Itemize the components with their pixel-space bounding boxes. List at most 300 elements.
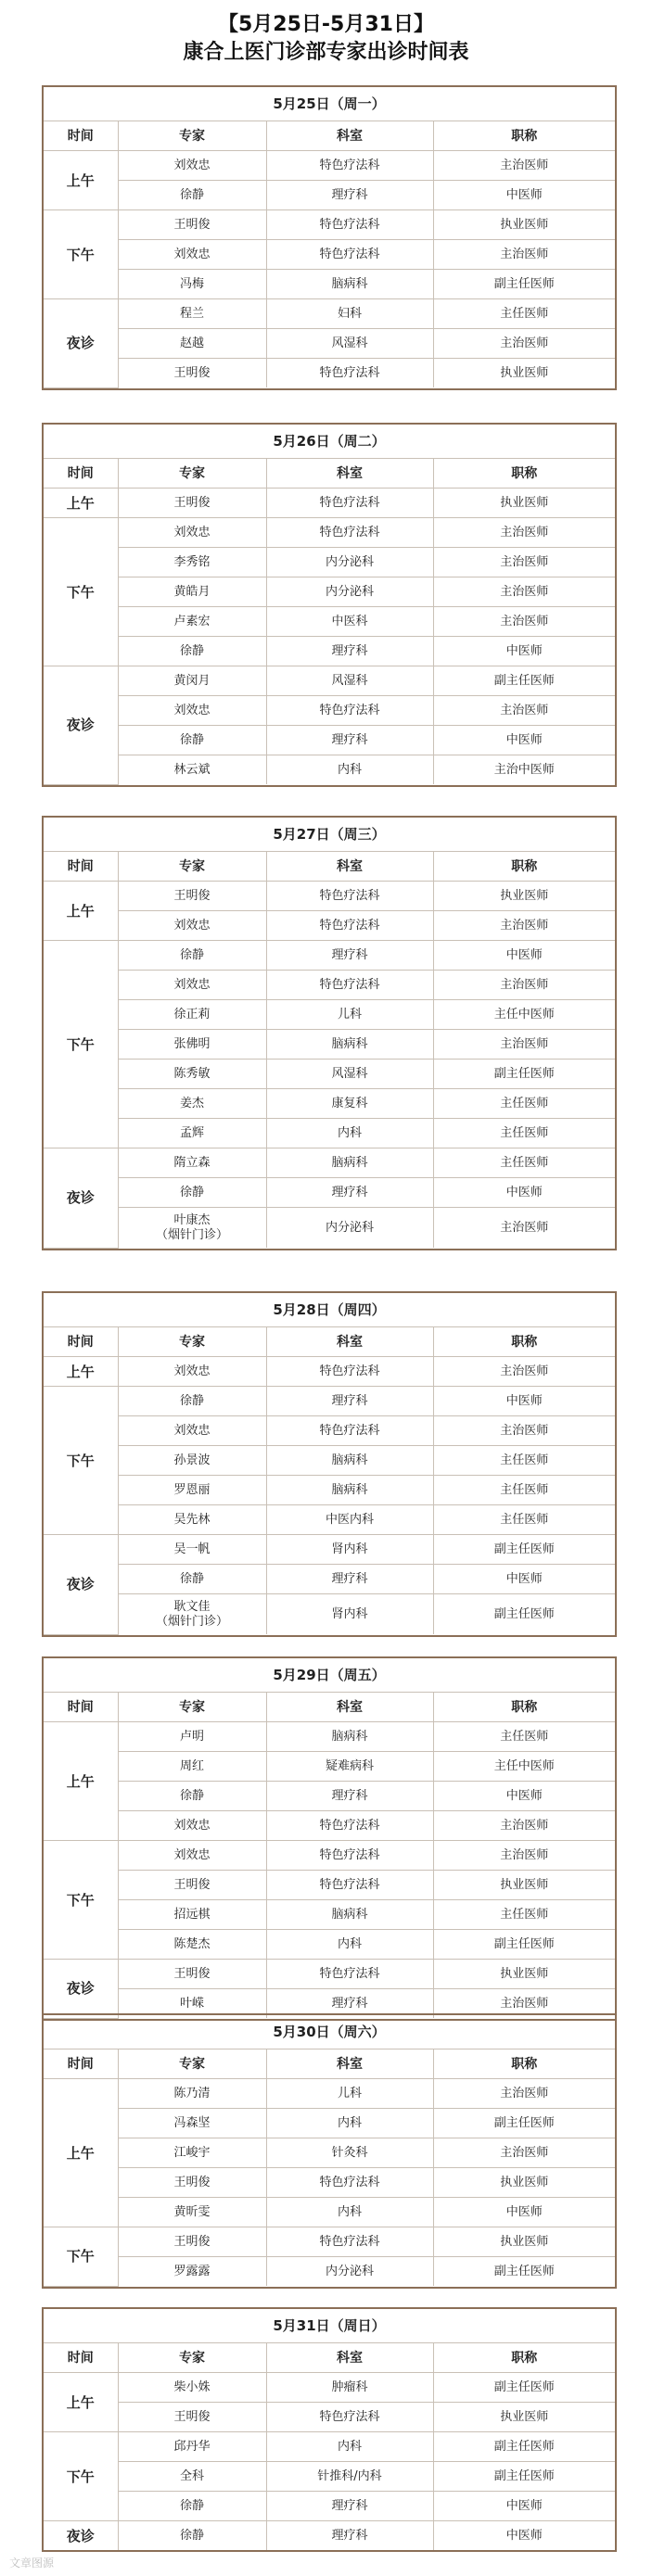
department-cell: 肿瘤科	[266, 2373, 433, 2403]
period-label: 上午	[44, 882, 118, 941]
rank-cell: 主任医师	[433, 299, 615, 329]
expert-cell	[118, 1476, 266, 1505]
day-title: 5月29日（周五）	[44, 1658, 615, 1693]
expert-name: 姜杰	[179, 1096, 204, 1110]
expert-cell	[118, 2521, 266, 2551]
schedule-table	[44, 2309, 615, 2550]
department-cell: 内科	[266, 2198, 433, 2227]
rank-cell: 主治医师	[433, 1841, 615, 1871]
expert-cell	[118, 1594, 266, 1635]
header-time: 时间	[44, 1693, 118, 1722]
expert-cell	[118, 1357, 266, 1387]
rank-cell: 主治医师	[433, 548, 615, 577]
expert-cell	[118, 1089, 266, 1119]
rank-cell: 主治医师	[433, 329, 615, 359]
header-time: 时间	[44, 2049, 118, 2079]
department-cell: 理疗科	[266, 1387, 433, 1416]
expert-cell	[118, 548, 266, 577]
table-row	[44, 1841, 615, 1871]
department-cell: 内科	[266, 755, 433, 785]
expert-name: 刘效忠	[173, 1423, 211, 1438]
expert-name: 刘效忠	[173, 525, 211, 539]
rank-cell: 执业医师	[433, 2168, 615, 2198]
expert-cell	[118, 1416, 266, 1446]
table-row	[44, 1782, 615, 1811]
department-cell: 特色疗法科	[266, 210, 433, 240]
period-label: 夜诊	[44, 2521, 118, 2551]
department-cell: 内分泌科	[266, 577, 433, 607]
expert-cell	[118, 1960, 266, 1989]
day-schedule	[42, 816, 617, 1250]
department-cell: 特色疗法科	[266, 1841, 433, 1871]
rank-cell: 主任中医师	[433, 1752, 615, 1782]
table-row	[44, 1387, 615, 1416]
header-time: 时间	[44, 2343, 118, 2373]
expert-name: 林云斌	[173, 762, 211, 777]
day-title: 5月30日（周六）	[44, 2015, 615, 2049]
department-cell: 特色疗法科	[266, 1357, 433, 1387]
expert-cell	[118, 1208, 266, 1249]
expert-cell	[118, 1446, 266, 1476]
rank-cell: 主治医师	[433, 696, 615, 726]
rank-cell: 中医师	[433, 1387, 615, 1416]
expert-name: 卢素宏	[173, 614, 211, 628]
table-row	[44, 2168, 615, 2198]
department-cell: 理疗科	[266, 1565, 433, 1594]
expert-note: （烟针门诊）	[155, 1227, 228, 1242]
expert-name: 罗露露	[173, 2264, 211, 2278]
rank-cell: 主任医师	[433, 1722, 615, 1752]
department-cell: 特色疗法科	[266, 1416, 433, 1446]
period-label: 夜诊	[44, 666, 118, 785]
expert-cell	[118, 270, 266, 299]
table-row	[44, 607, 615, 637]
rank-cell: 中医师	[433, 1565, 615, 1594]
page-title-date-range: 【5月25日-5月31日】	[218, 13, 434, 36]
day-schedule	[42, 85, 617, 390]
schedule-table	[44, 425, 615, 785]
header-rank: 职称	[433, 1327, 615, 1357]
table-row	[44, 696, 615, 726]
expert-name: 罗恩丽	[173, 1482, 211, 1497]
period-label: 下午	[44, 210, 118, 299]
expert-name: 徐静	[179, 187, 204, 202]
rank-cell: 副主任医师	[433, 2373, 615, 2403]
table-row	[44, 1416, 615, 1446]
expert-name: 王明俊	[173, 2234, 211, 2249]
department-cell: 理疗科	[266, 941, 433, 971]
expert-note: （烟针门诊）	[155, 1614, 228, 1629]
expert-name: 吴先林	[173, 1512, 211, 1527]
department-cell: 理疗科	[266, 1782, 433, 1811]
department-cell: 特色疗法科	[266, 518, 433, 548]
rank-cell: 主任医师	[433, 1476, 615, 1505]
expert-cell	[118, 240, 266, 270]
table-row	[44, 489, 615, 518]
rank-cell: 中医师	[433, 181, 615, 210]
department-cell: 肾内科	[266, 1594, 433, 1635]
day-schedule	[42, 423, 617, 787]
department-cell: 特色疗法科	[266, 1811, 433, 1841]
rank-cell: 副主任医师	[433, 1535, 615, 1565]
rank-cell: 主治医师	[433, 1989, 615, 2019]
table-row	[44, 1900, 615, 1930]
table-row	[44, 518, 615, 548]
period-label: 夜诊	[44, 1148, 118, 1249]
expert-cell	[118, 1565, 266, 1594]
rank-cell: 副主任医师	[433, 270, 615, 299]
expert-name: 冯森坚	[173, 2115, 211, 2130]
table-row	[44, 2373, 615, 2403]
rank-cell: 副主任医师	[433, 2257, 615, 2287]
header-expert: 专家	[118, 1327, 266, 1357]
day-title: 5月25日（周一）	[44, 87, 615, 121]
department-cell: 中医科	[266, 607, 433, 637]
expert-name: 王明俊	[173, 495, 211, 510]
table-row	[44, 882, 615, 911]
department-cell: 理疗科	[266, 181, 433, 210]
rank-cell: 主治医师	[433, 1208, 615, 1249]
rank-cell: 主治医师	[433, 911, 615, 941]
page-header	[0, 0, 652, 67]
expert-cell	[118, 2257, 266, 2287]
header-time: 时间	[44, 1327, 118, 1357]
department-cell: 疑难病科	[266, 1752, 433, 1782]
table-row	[44, 1871, 615, 1900]
table-row	[44, 2462, 615, 2492]
department-cell: 理疗科	[266, 637, 433, 666]
expert-cell	[118, 1900, 266, 1930]
table-row	[44, 1722, 615, 1752]
header-expert: 专家	[118, 121, 266, 151]
department-cell: 理疗科	[266, 1178, 433, 1208]
department-cell: 内科	[266, 1119, 433, 1148]
table-row	[44, 1357, 615, 1387]
table-row	[44, 941, 615, 971]
department-cell: 康复科	[266, 1089, 433, 1119]
department-cell: 风湿科	[266, 1060, 433, 1089]
expert-cell	[118, 1841, 266, 1871]
table-row	[44, 151, 615, 181]
rank-cell: 主治医师	[433, 2079, 615, 2109]
table-row	[44, 1752, 615, 1782]
department-cell: 肾内科	[266, 1535, 433, 1565]
period-label: 上午	[44, 2373, 118, 2432]
table-row	[44, 1960, 615, 1989]
period-label: 下午	[44, 2432, 118, 2521]
header-department: 科室	[266, 121, 433, 151]
expert-name: 邱丹华	[173, 2439, 211, 2454]
department-cell: 内分泌科	[266, 1208, 433, 1249]
department-cell: 特色疗法科	[266, 1871, 433, 1900]
expert-cell	[118, 2079, 266, 2109]
table-row	[44, 1060, 615, 1089]
expert-cell	[118, 1387, 266, 1416]
rank-cell: 主治医师	[433, 971, 615, 1000]
department-cell: 风湿科	[266, 666, 433, 696]
table-row	[44, 1811, 615, 1841]
expert-cell	[118, 181, 266, 210]
department-cell: 妇科	[266, 299, 433, 329]
expert-name: 冯梅	[179, 276, 204, 291]
expert-name: 刘效忠	[173, 703, 211, 717]
expert-cell	[118, 2227, 266, 2257]
rank-cell: 执业医师	[433, 489, 615, 518]
table-row	[44, 1119, 615, 1148]
department-cell: 特色疗法科	[266, 882, 433, 911]
period-label: 上午	[44, 1357, 118, 1387]
department-cell: 理疗科	[266, 726, 433, 755]
expert-name: 刘效忠	[173, 1818, 211, 1833]
rank-cell: 中医师	[433, 1782, 615, 1811]
expert-name: 卢明	[179, 1729, 204, 1744]
table-row	[44, 1930, 615, 1960]
watermark: 文章图源	[9, 2557, 55, 2570]
expert-name: 周红	[179, 1758, 204, 1773]
table-row	[44, 181, 615, 210]
expert-cell	[118, 755, 266, 785]
period-label: 上午	[44, 1722, 118, 1841]
department-cell: 脑病科	[266, 270, 433, 299]
expert-cell	[118, 607, 266, 637]
expert-cell	[118, 1060, 266, 1089]
department-cell: 理疗科	[266, 2492, 433, 2521]
rank-cell: 中医师	[433, 941, 615, 971]
table-row	[44, 1178, 615, 1208]
expert-cell	[118, 577, 266, 607]
table-row	[44, 911, 615, 941]
expert-name: 陈楚杰	[173, 1936, 211, 1951]
department-cell: 理疗科	[266, 1989, 433, 2019]
day-title: 5月26日（周二）	[44, 425, 615, 459]
page-title: 康合上医门诊部专家出诊时间表	[183, 41, 469, 64]
rank-cell: 副主任医师	[433, 1594, 615, 1635]
rank-cell: 主任中医师	[433, 1000, 615, 1030]
schedule-table	[44, 1293, 615, 1635]
header-rank: 职称	[433, 459, 615, 489]
table-row	[44, 359, 615, 388]
period-label: 下午	[44, 941, 118, 1148]
rank-cell: 主任医师	[433, 1089, 615, 1119]
schedule-table	[44, 87, 615, 388]
rank-cell: 中医师	[433, 1178, 615, 1208]
department-cell: 特色疗法科	[266, 1960, 433, 1989]
period-label: 下午	[44, 2227, 118, 2287]
day-title: 5月31日（周日）	[44, 2309, 615, 2343]
expert-name: 徐静	[179, 1393, 204, 1408]
table-row	[44, 1089, 615, 1119]
expert-cell	[118, 696, 266, 726]
header-rank: 职称	[433, 121, 615, 151]
period-label: 夜诊	[44, 299, 118, 388]
expert-cell	[118, 2109, 266, 2138]
expert-name: 王明俊	[173, 1877, 211, 1892]
rank-cell: 中医师	[433, 2521, 615, 2551]
header-expert: 专家	[118, 852, 266, 882]
table-row	[44, 299, 615, 329]
expert-name: 徐静	[179, 1788, 204, 1803]
department-cell: 内科	[266, 2432, 433, 2462]
table-row	[44, 548, 615, 577]
rank-cell: 主治医师	[433, 1357, 615, 1387]
department-cell: 脑病科	[266, 1148, 433, 1178]
expert-name: 徐静	[179, 1185, 204, 1199]
table-row	[44, 2432, 615, 2462]
period-label: 下午	[44, 1841, 118, 1960]
department-cell: 理疗科	[266, 2521, 433, 2551]
day-schedule	[42, 2013, 617, 2289]
expert-cell	[118, 2373, 266, 2403]
department-cell: 特色疗法科	[266, 489, 433, 518]
table-row	[44, 240, 615, 270]
expert-cell	[118, 489, 266, 518]
table-row	[44, 726, 615, 755]
day-schedule	[42, 1656, 617, 2021]
expert-name: 陈乃清	[173, 2086, 211, 2100]
header-department: 科室	[266, 1693, 433, 1722]
header-expert: 专家	[118, 2343, 266, 2373]
rank-cell: 主治医师	[433, 518, 615, 548]
expert-name: 招远棋	[173, 1907, 211, 1922]
expert-cell	[118, 1148, 266, 1178]
period-label: 上午	[44, 489, 118, 518]
rank-cell: 主治医师	[433, 1416, 615, 1446]
table-row	[44, 971, 615, 1000]
rank-cell: 执业医师	[433, 1960, 615, 1989]
department-cell: 脑病科	[266, 1446, 433, 1476]
expert-name: 王明俊	[173, 888, 211, 903]
expert-name: 黄闵月	[173, 673, 211, 688]
rank-cell: 副主任医师	[433, 2462, 615, 2492]
rank-cell: 执业医师	[433, 210, 615, 240]
table-row	[44, 2138, 615, 2168]
expert-name: 刘效忠	[173, 977, 211, 992]
expert-cell	[118, 359, 266, 388]
expert-cell	[118, 210, 266, 240]
table-row	[44, 1000, 615, 1030]
header-department: 科室	[266, 459, 433, 489]
department-cell: 特色疗法科	[266, 151, 433, 181]
table-row	[44, 1148, 615, 1178]
expert-name: 王明俊	[173, 217, 211, 232]
expert-cell	[118, 2492, 266, 2521]
department-cell: 针灸科	[266, 2138, 433, 2168]
expert-name: 张佛明	[173, 1036, 211, 1051]
day-title: 5月28日（周四）	[44, 1293, 615, 1327]
rank-cell: 副主任医师	[433, 1060, 615, 1089]
expert-name: 王明俊	[173, 365, 211, 380]
department-cell: 儿科	[266, 1000, 433, 1030]
header-rank: 职称	[433, 852, 615, 882]
expert-cell	[118, 882, 266, 911]
expert-name: 王明俊	[173, 2409, 211, 2424]
expert-cell	[118, 2138, 266, 2168]
table-row	[44, 2227, 615, 2257]
expert-cell	[118, 1000, 266, 1030]
expert-cell	[118, 2198, 266, 2227]
department-cell: 特色疗法科	[266, 971, 433, 1000]
table-row	[44, 2109, 615, 2138]
header-time: 时间	[44, 852, 118, 882]
expert-cell	[118, 299, 266, 329]
department-cell: 脑病科	[266, 1030, 433, 1060]
period-label: 上午	[44, 2079, 118, 2227]
expert-cell	[118, 726, 266, 755]
expert-name: 江峻宇	[173, 2145, 211, 2160]
expert-name: 徐静	[179, 947, 204, 962]
expert-cell	[118, 2462, 266, 2492]
rank-cell: 中医师	[433, 726, 615, 755]
header-department: 科室	[266, 852, 433, 882]
expert-name: 刘效忠	[173, 158, 211, 172]
expert-name: 赵越	[179, 336, 204, 350]
day-title: 5月27日（周三）	[44, 818, 615, 852]
table-row	[44, 1594, 615, 1635]
rank-cell: 中医师	[433, 2492, 615, 2521]
expert-cell	[118, 1871, 266, 1900]
expert-cell	[118, 1119, 266, 1148]
rank-cell: 主任医师	[433, 1505, 615, 1535]
expert-cell	[118, 637, 266, 666]
rank-cell: 主任医师	[433, 1148, 615, 1178]
table-row	[44, 2079, 615, 2109]
table-row	[44, 1446, 615, 1476]
expert-name: 隋立森	[173, 1155, 211, 1170]
period-label: 夜诊	[44, 1960, 118, 2019]
expert-name: 黄皓月	[173, 584, 211, 599]
day-schedule	[42, 2307, 617, 2552]
rank-cell: 主治医师	[433, 1030, 615, 1060]
expert-name: 徐静	[179, 2498, 204, 2513]
expert-name: 刘效忠	[173, 1847, 211, 1862]
department-cell: 内分泌科	[266, 2257, 433, 2287]
table-row	[44, 1208, 615, 1249]
expert-name: 柴小姝	[173, 2379, 211, 2394]
expert-name: 徐静	[179, 1571, 204, 1586]
header-rank: 职称	[433, 1693, 615, 1722]
expert-name: 黄昕雯	[173, 2204, 211, 2219]
rank-cell: 主任医师	[433, 1119, 615, 1148]
expert-cell	[118, 518, 266, 548]
header-expert: 专家	[118, 2049, 266, 2079]
expert-cell	[118, 329, 266, 359]
rank-cell: 中医师	[433, 2198, 615, 2227]
department-cell: 特色疗法科	[266, 911, 433, 941]
rank-cell: 副主任医师	[433, 1930, 615, 1960]
header-department: 科室	[266, 2343, 433, 2373]
expert-name: 刘效忠	[173, 247, 211, 261]
expert-cell	[118, 941, 266, 971]
table-row	[44, 1565, 615, 1594]
header-time: 时间	[44, 459, 118, 489]
rank-cell: 执业医师	[433, 882, 615, 911]
department-cell: 脑病科	[266, 1900, 433, 1930]
rank-cell: 副主任医师	[433, 666, 615, 696]
rank-cell: 主治医师	[433, 577, 615, 607]
schedule-table	[44, 2015, 615, 2287]
expert-cell	[118, 1752, 266, 1782]
table-row	[44, 637, 615, 666]
schedule-table	[44, 1658, 615, 2019]
department-cell: 针推科/内科	[266, 2462, 433, 2492]
rank-cell: 主治医师	[433, 607, 615, 637]
rank-cell: 主治中医师	[433, 755, 615, 785]
header-expert: 专家	[118, 459, 266, 489]
department-cell: 脑病科	[266, 1476, 433, 1505]
department-cell: 中医内科	[266, 1505, 433, 1535]
rank-cell: 主任医师	[433, 1446, 615, 1476]
rank-cell: 主任医师	[433, 1900, 615, 1930]
